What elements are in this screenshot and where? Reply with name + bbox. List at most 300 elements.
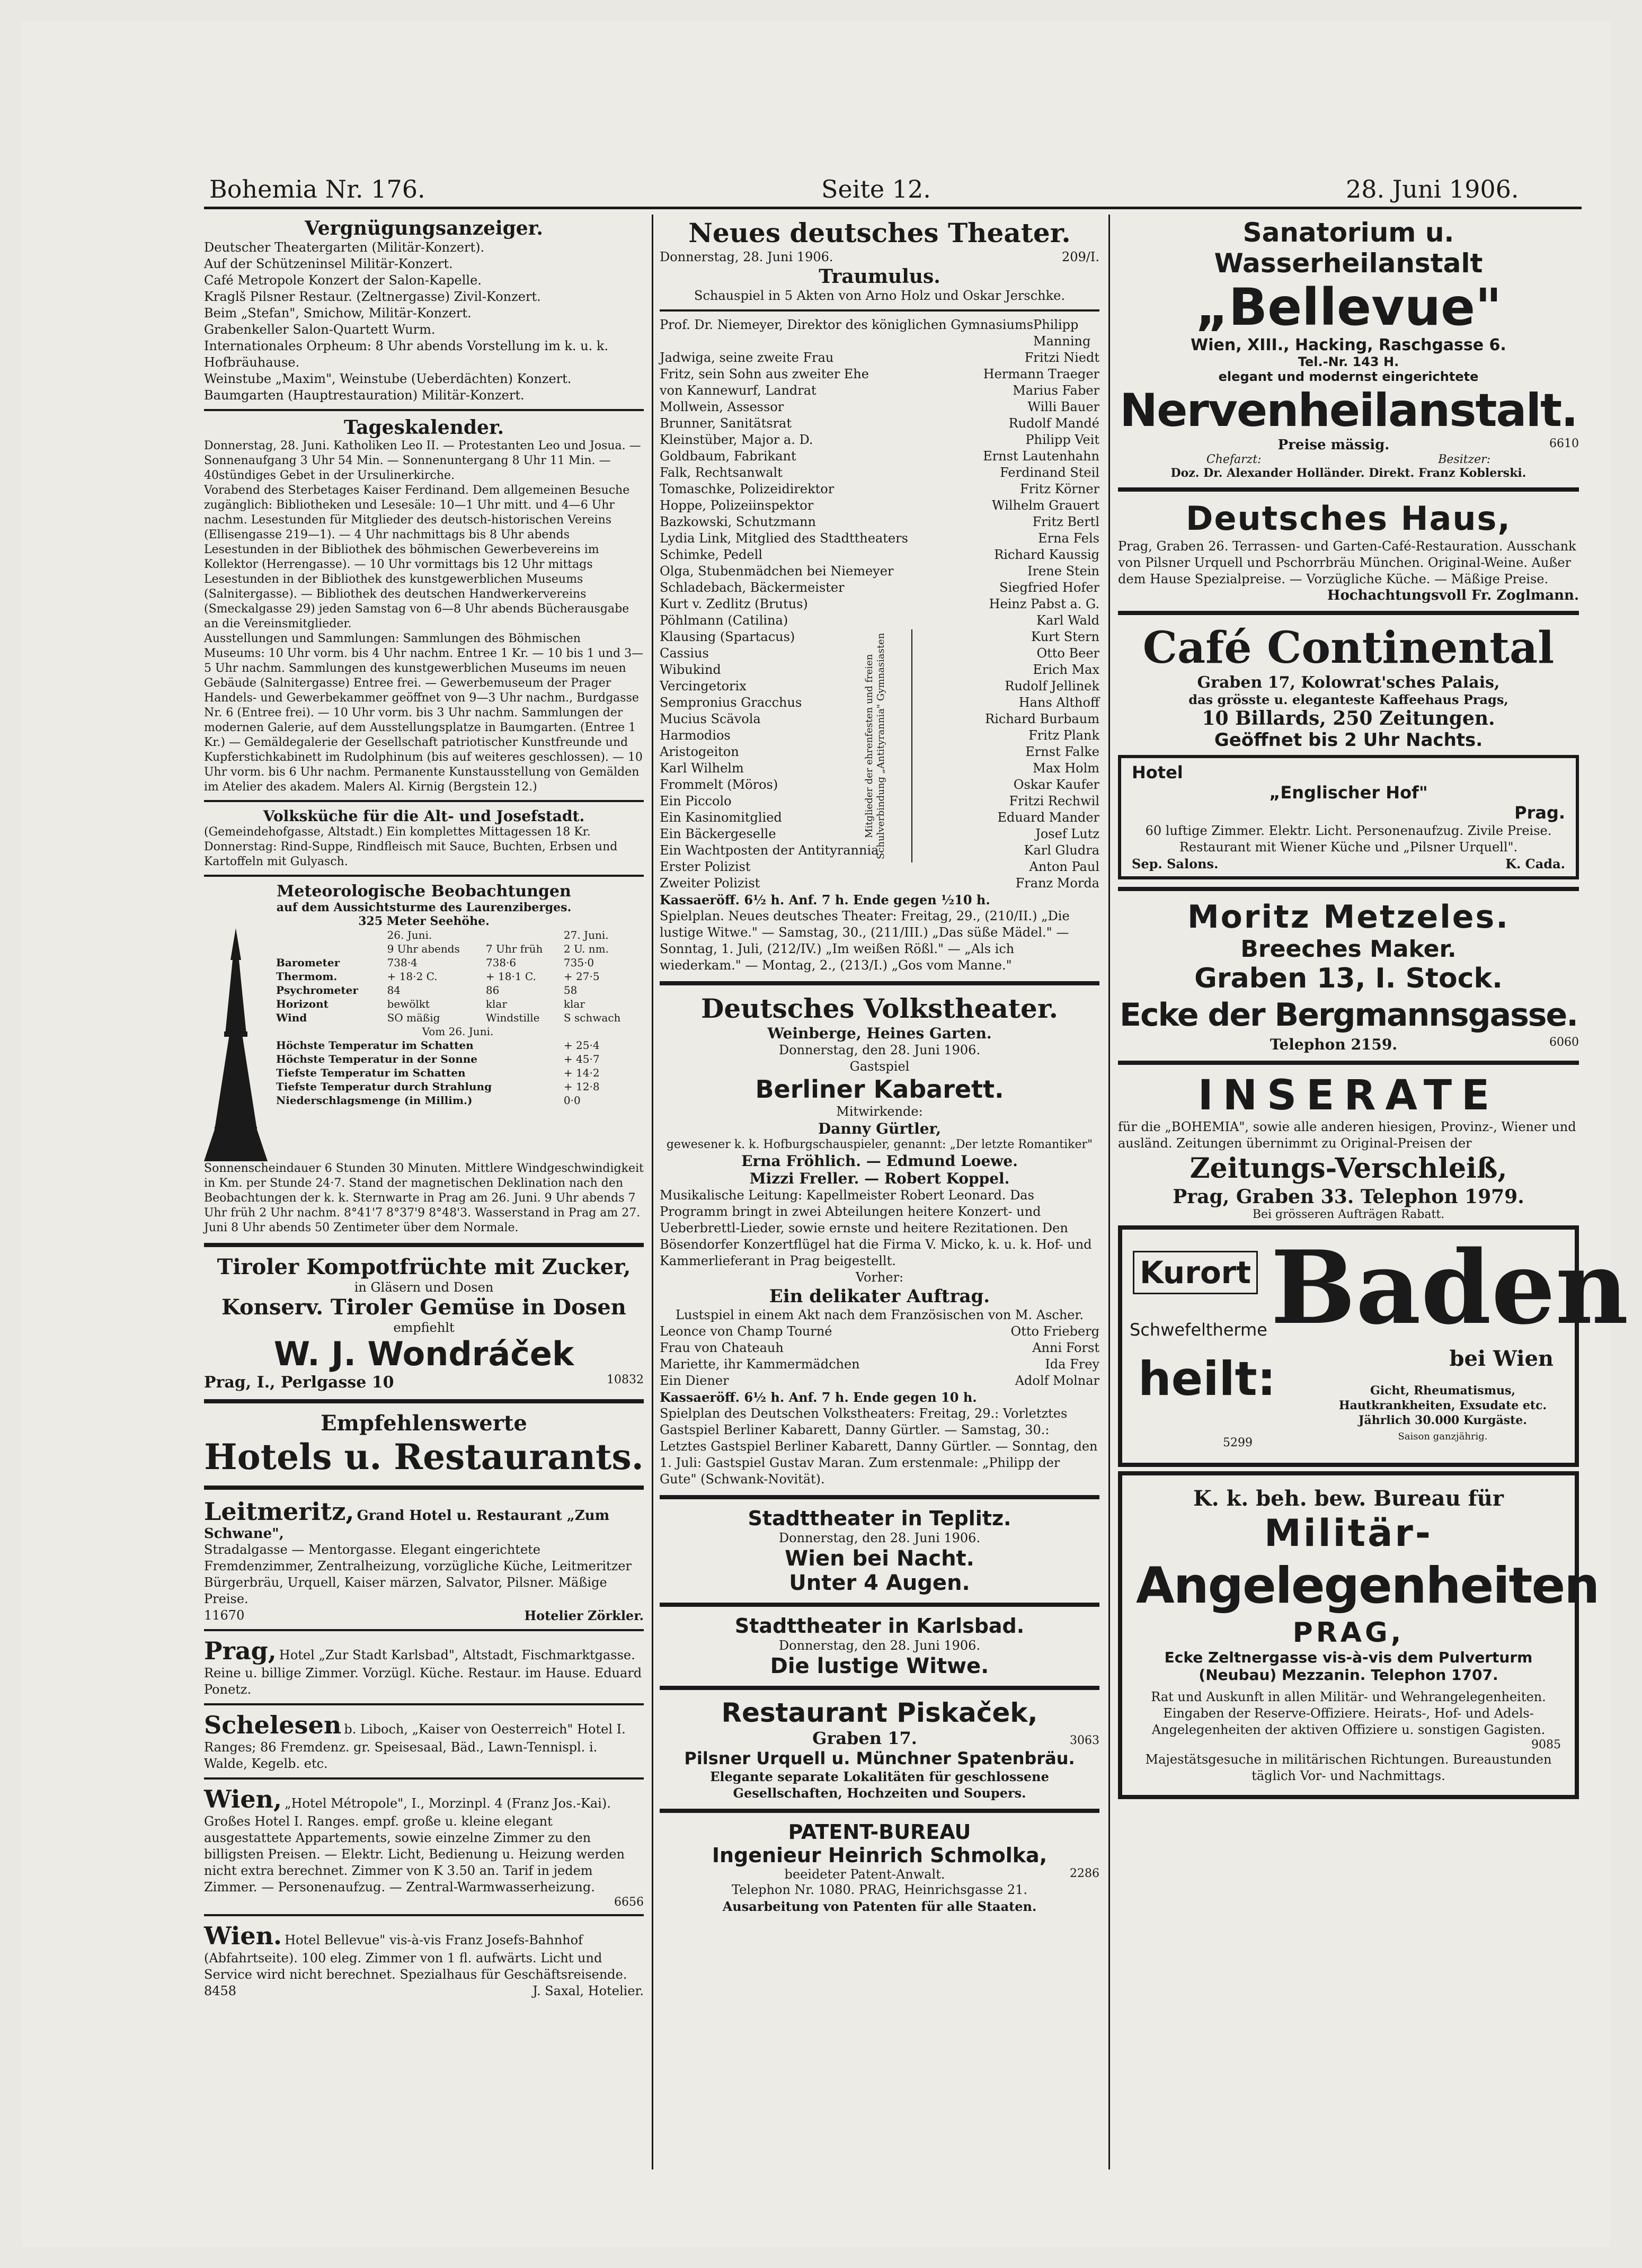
dvt-place: Weinberge, Heines Garten. [767, 1025, 992, 1042]
ad-baden [1118, 1225, 1629, 1467]
cast-actor: Anton Paul [1029, 859, 1099, 874]
cast-role: Ein Kasinomitglied [660, 810, 782, 825]
bad-saison: Saison ganzjährig. [1398, 1431, 1488, 1442]
mil-title-1: Militär- [1264, 1511, 1433, 1555]
cast-role: Kleinstüber, Major a. D. [660, 432, 813, 447]
cast-actor: Fritzi Rechwil [1009, 794, 1099, 808]
pis-address-row [660, 1728, 1099, 1748]
tiroler-number: 10832 [607, 1373, 644, 1386]
mil-title-2: Angelegenheiten [1136, 1557, 1599, 1615]
cast-row [660, 1356, 1099, 1373]
divider [660, 981, 1099, 985]
cast-actor: Karl Wald [1036, 613, 1099, 628]
dvt-play: Ein delikater Auftrag. [769, 1286, 990, 1307]
meteo-col-time: 9 Uhr abends [387, 942, 460, 955]
pat-sub: beeideter Patent-Anwalt. [784, 1867, 945, 1882]
tages-text-2: Vorabend des Sterbetages Kaiser Ferdinand. Dem allgemeinen Besuche zugänglich: Bibliotheken und Lesesäle: 10—1 Uhr mitt. und 4—6 Uhr nachm. Lesestunden für Mitglieder des deutsch-historischen Vereins (Ellisengasse 219—1). — 4 Uhr nachmittags bis 8 Uhr abends Lesestunden in der Bibliothek des böhmischen Gewerbevereins im Kollektor (Herrengasse). — 10 Uhr vormittags bis 12 Uhr mittags Lesestunden in der Bibliothek des kunstgewerblichen Museums (Salnitergasse). — Bibliothek des deutschen Handwerkervereins (Smeckalgasse 29) jeden Samstag von 6—8 Uhr abends Bücherausgabe an die Vereinsmitglieder. [204, 484, 630, 630]
cast-row [660, 448, 1099, 465]
meteo-col-head: 27. Juni. [563, 929, 609, 941]
mm-number: 6060 [1549, 1036, 1579, 1049]
bad-heilt: heilt: [1138, 1351, 1276, 1406]
cast-actor: Rudolf Jellinek [1005, 679, 1099, 693]
ndt-play: Traumulus. [819, 265, 940, 288]
cc-desc: das grösste u. eleganteste Kaffeehaus Prags, [1188, 692, 1508, 707]
prag-text: Hotel „Zur Stadt Karlsbad", Altstadt, Fischmarktgasse. Reine u. billige Zimmer. Vorzügl. Küche. Restaur. im Hause. Eduard Ponetz. [204, 1648, 642, 1697]
dh-signature: Hochachtungsvoll Fr. Zoglmann. [1327, 588, 1579, 603]
ad-cafe-continental [1118, 622, 1579, 751]
volk-title: Volksküche für die Alt- und Josefstadt. [263, 807, 585, 825]
cast-row [660, 415, 1099, 432]
cast-actor: Irene Stein [1027, 564, 1099, 579]
wien2-text: Hotel Bellevue" vis-à-vis Franz Josefs-Bahnhof (Abfahrtseite). 100 eleg. Zimmer von 1 fl. aufwärts. Licht und Service wird nicht berechnet. Spezialhaus für Geschäftsreisende. [204, 1933, 627, 1982]
cast-role: Prof. Dr. Niemeyer, Direktor des königlichen Gymnasiums [660, 317, 1034, 332]
pat-number: 2286 [1070, 1867, 1099, 1880]
cast-actor: Philipp Manning [1033, 317, 1091, 349]
cast-actor: Hans Althoff [1018, 695, 1099, 710]
cast-actor: Max Holm [1033, 761, 1099, 776]
san-staff-2: Besitzer: [1438, 453, 1491, 466]
ndt-cast [660, 317, 1099, 892]
dvt-name: Berliner Kabarett. [755, 1075, 1004, 1104]
divider [204, 1777, 644, 1780]
tiroler-line-4: empfiehlt [393, 1320, 455, 1335]
eh-city: Prag. [1514, 803, 1565, 823]
pis-address: Graben 17. [812, 1728, 917, 1748]
cast-actor: Anni Forst [1032, 1340, 1099, 1355]
newspaper-page [21, 21, 1629, 2246]
dvt-performer-2: Erna Fröhlich. — Edmund Loewe. [741, 1152, 1018, 1170]
cast-role: Lydia Link, Mitglied des Stadttheaters [660, 531, 908, 546]
cast-role: Erster Polizist [660, 859, 751, 874]
column-1 [204, 217, 644, 2167]
ausst-text: Ausstellungen und Sammlungen: Sammlungen des Böhmischen Museums: 10 Uhr vorm. bis 4 Uhr nachm. Entree 1 Kr. — 10 bis 1 und 3—5 Uhr nachm. Sammlungen des kunstgewerblichen Museums im neuen Gebäude (Salnitergasse) Entree frei. — Gewerbemuseum der Prager Handels- und Gewerbekammer geöffnet von 9—3 Uhr nachm., Burdgasse Nr. 6 (Entree frei). — 10 Uhr vorm. bis 3 Uhr nachm. Sammlungen der modernen Galerie, auf dem Ausstellungsplatze in Baumgarten. (Entree 1 Kr.) — Gemäldegalerie der Gesellschaft patriotischer Kunstfreunde und Kupferstichkabinett im Rudolphinum (bis auf weiteres geschlossen). — 10 Uhr vorm. bis 6 Uhr nachm. Permanente Kunstausstellung von Gemälden im Atelier des akadem. Malers Al. Kirnig (Bergstein 12.) [204, 632, 644, 794]
leit-text: Stradalgasse — Mentorgasse. Elegant eingerichtete Fremdenzimmer, Zentralheizung, vorzügliche Küche, Leitmeritzer Bürgerbräu, Urquell, Kaiser märzen, Salvator, Pilsner. Mäßige Preise. [204, 1542, 632, 1606]
cast-row [660, 547, 1099, 563]
vergn-list [204, 239, 644, 404]
pis-title: Restaurant Piskaček, [721, 1697, 1038, 1728]
vergn-title: Vergnügungsanzeiger. [305, 217, 543, 239]
cast-row [660, 612, 1099, 629]
wien1-text: „Hotel Métropole", I., Morzinpl. 4 (Franz Jos.-Kai). Großes Hotel I. Ranges. empf. große u. kleine elegant ausgestattete Appartements, sowie einzelne Zimmer zu den billigsten Preisen. — Elektr. Licht, Bedienung u. Heizung werden nicht extra berechnet. Zimmer von K 3.50 an. Tarif in jedem Zimmer. — Personenaufzug. — Zentral-Warmwasserheizung. [204, 1796, 625, 1895]
divider [204, 1486, 644, 1490]
divider [1118, 1061, 1579, 1065]
ad-schelesen [204, 1711, 644, 1772]
ndt-kasse: Kassaeröff. 6½ h. Anf. 7 h. Ende gegen ½10 h. [660, 892, 990, 908]
meteo-row: Barometer 738·4 738·6 735·0 [276, 956, 594, 969]
cast-role: Pöhlmann (Catilina) [660, 613, 788, 628]
dvt-gast: Gastspiel [849, 1059, 910, 1074]
cast-role: Falk, Rechtsanwalt [660, 465, 783, 480]
mm-sub: Breeches Maker. [1240, 936, 1457, 963]
bad-list: Gicht, Rheumatismus, Hautkrankheiten, Exsudate etc. Jährlich 30.000 Kurgäste. [1338, 1384, 1547, 1427]
meteo-date2: Vom 26. Juni. [422, 1025, 494, 1038]
prag-city: Prag, [204, 1636, 277, 1665]
dh-title: Deutsches Haus, [1186, 499, 1511, 538]
cast-actor: Erna Fels [1038, 531, 1099, 546]
ndt-spielplan: Spielplan. Neues deutsches Theater: Freitag, 29., (210/II.) „Die lustige Witwe." — Samstag, 30., (211/III.) „Das süße Mädel." — Sonntag, 1. Juli, (212/IV.) „Im weißen Rößl." — „Als ich wiederkam." — Montag, 2., (213/I.) „Gos vom Manne." [660, 909, 1070, 973]
mil-foot: Majestätsgesuche in militärischen Richtungen. Bureaustunden täglich Vor- und Nachmittags. [1145, 1752, 1552, 1783]
ndt-number: 209/I. [1061, 250, 1099, 264]
ins-address: Prag, Graben 33. Telephon 1979. [1173, 1186, 1524, 1208]
bad-big: Baden [1271, 1229, 1629, 1347]
cast-role: Schimke, Pedell [660, 547, 762, 562]
column-rule-1 [652, 215, 653, 2169]
dvt-cast-list [660, 1323, 1099, 1389]
ins-foot: Bei grösseren Aufträgen Rabatt. [1252, 1208, 1445, 1221]
cast-role: Olga, Stubenmädchen bei Niemeyer [660, 564, 894, 579]
san-tel: Tel.-Nr. 143 H. [1298, 354, 1399, 369]
mil-prag: PRAG, [1292, 1617, 1405, 1649]
cast-actor: Otto Frieberg [1010, 1324, 1099, 1339]
cast-actor: Karl Gludra [1024, 843, 1099, 858]
cast-side-label: Mitglieder der ehrenfesten und freien Schulverbindung „Antityrannia" Gymnasiasten [864, 629, 912, 862]
mil-number: 9085 [1531, 1738, 1561, 1751]
ad-militaer [1118, 1471, 1599, 1799]
header-page: Seite 12. [821, 175, 931, 203]
cast-role: Aristogeiton [660, 744, 739, 759]
mil-text: Rat und Auskunft in allen Militär- und Wehrangelegenheiten. Eingaben der Reserve-Offiziere. Heirats-, Hof- und Adels-Angelegenheiten der aktiven Offiziere u. sonstigen Gagisten. [1151, 1689, 1546, 1737]
wien2-owner: J. Saxal, Hotelier. [532, 1984, 644, 1998]
hotels-title: Hotels u. Restaurants. [204, 1436, 644, 1478]
san-desc: elegant und modernst eingerichtete [1218, 369, 1479, 384]
cast-role: Ein Bäckergeselle [660, 826, 776, 841]
column-3 [1118, 217, 1629, 2188]
ad-prag-karlsbad [204, 1636, 644, 1698]
tower-illustration [204, 928, 268, 1161]
divider [660, 309, 1099, 312]
vergn-item: Beim „Stefan", Smichow, Militär-Konzert. [204, 306, 472, 321]
cast-role: Fritz, sein Sohn aus zweiter Ehe [660, 367, 869, 381]
cast-role: Jadwiga, seine zweite Frau [660, 350, 834, 365]
san-price: Preise mässig. [1277, 437, 1390, 453]
meteo-subtitle: auf dem Aussichtsturme des Laurenziberges. [276, 901, 572, 914]
wien2-city: Wien. [204, 1922, 282, 1950]
san-address: Wien, XIII., Hacking, Raschgasse 6. [1191, 336, 1506, 354]
vergn-item: Grabenkeller Salon-Quartett Wurm. [204, 322, 436, 337]
cast-actor: Erich Max [1033, 662, 1099, 677]
divider [204, 1629, 644, 1631]
cast-actor: Richard Burbaum [985, 711, 1099, 726]
meteo-row: Psychrometer 84 86 58 [276, 984, 578, 997]
cast-role: Schladebach, Bäckermeister [660, 580, 845, 595]
meteo-height: 325 Meter Seehöhe. [358, 914, 490, 928]
divider [1118, 487, 1579, 492]
cast-actor: Wilhelm Grauert [991, 498, 1099, 513]
pat-address: Telephon Nr. 1080. PRAG, Heinrichsgasse 21. [731, 1882, 1028, 1897]
meteo-row2: Tiefste Temperatur durch Strahlung + 12·8 [276, 1080, 600, 1093]
ad-wien-metropole [204, 1785, 644, 1909]
dvt-date: Donnerstag, den 28. Juni 1906. [778, 1043, 981, 1057]
cast-actor: Philipp Veit [1025, 432, 1099, 447]
cast-row [660, 465, 1099, 481]
divider [660, 1495, 1099, 1499]
cast-role: Ein Wachtposten der Antityrannia [660, 843, 879, 858]
tiroler-firm: W. J. Wondráček [273, 1335, 574, 1373]
mil-address-2: (Neubau) Mezzanin. Telephon 1707. [1199, 1666, 1498, 1684]
meteo-col-time: 2 U. nm. [563, 942, 609, 955]
eh-text: 60 luftige Zimmer. Elektr. Licht. Personenaufzug. Zivile Preise. Restaurant mit Wiener Küche und „Pilsner Urquell". [1145, 823, 1552, 855]
mm-tel: Telephon 2159. [1270, 1036, 1398, 1053]
cc-address: Graben 17, Kolowrat'sches Palais, [1197, 673, 1500, 692]
meteo-col-time: 7 Uhr früh [485, 942, 543, 955]
cast-actor: Franz Morda [1015, 876, 1099, 891]
kar-date: Donnerstag, den 28. Juni 1906. [778, 1638, 981, 1653]
san-name: „Bellevue" [1195, 278, 1502, 337]
cast-role: Brunner, Sanitätsrat [660, 416, 792, 431]
cast-actor: Rudolf Mandé [1008, 416, 1099, 431]
vergn-item: Weinstube „Maxim", Weinstube (Ueberdächten) Konzert. [204, 371, 572, 386]
cast-role: Karl Wilhelm [660, 761, 744, 776]
leit-city: Leitmeritz, [204, 1497, 354, 1526]
vergn-item: Café Metropole Konzert der Salon-Kapelle. [204, 273, 482, 288]
schel-city: Schelesen [204, 1711, 342, 1739]
cast-actor: Ferdinand Steil [1000, 465, 1099, 480]
divider [204, 1914, 644, 1916]
cast-actor: Adolf Molnar [1015, 1373, 1099, 1388]
san-price-row [1118, 437, 1579, 453]
cast-role: Frommelt (Möros) [660, 777, 778, 792]
san-number: 6610 [1549, 437, 1579, 450]
cast-row [660, 399, 1099, 415]
meteo-extra: Sonnenscheindauer 6 Stunden 30 Minuten. Mittlere Windgeschwindigkeit in Km. per Stunde 24·7. Stand der magnetischen Deklination nach den Beobachtungen der k. k. Sternwarte in Prag am 26. Juni. 9 Uhr abends 7 Uhr früh 2 Uhr nachm. 8°41'7 8°37'9 8°48'3. Wasserstand in Prag am 27. Juni 8 Uhr abends 50 Zentimeter über dem Normale. [204, 1162, 644, 1234]
bad-number: 5299 [1223, 1436, 1253, 1449]
header-issue: Bohemia Nr. 176. [209, 175, 425, 203]
cast-role: Cassius [660, 646, 709, 661]
meteo-row: Wind SO mäßig Windstille S schwach [276, 1011, 621, 1024]
cast-actor: Ernst Lautenhahn [983, 449, 1099, 464]
cast-row [660, 366, 1099, 383]
cast-row [660, 1340, 1099, 1356]
mm-tel-row [1118, 1036, 1579, 1053]
divider [204, 800, 644, 802]
cast-actor: Fritz Körner [1019, 482, 1099, 496]
header-rule [204, 207, 1582, 209]
ad-sanatorium [1118, 217, 1579, 480]
divider [660, 1603, 1099, 1607]
cast-actor: Kurt Stern [1031, 629, 1099, 644]
cast-actor: Otto Beer [1036, 646, 1099, 661]
eh-hotel: Hotel [1132, 762, 1183, 782]
dh-text: Prag, Graben 26. Terrassen- und Garten-Café-Restauration. Ausschank von Pilsner Urquell und Pschorrbräu München. Original-Weine. Außer dem Hause Spezialpreise. — Vorzügliche Küche. — Mäßige Preise. [1118, 539, 1576, 586]
tages-text: Donnerstag, 28. Juni. Katholiken Leo II. — Protestanten Leo und Josua. — Sonnenaufgang 3 Uhr 54 Min. — Sonnenuntergang 8 Uhr 11 Min. — 40stündiges Gebet in der Ursulinerkirche. [204, 439, 641, 482]
dvt-performer-3: Mizzi Freller. — Robert Koppel. [749, 1170, 1010, 1187]
eh-owner: K. Cada. [1505, 856, 1565, 871]
cast-actor: Fritzi Niedt [1024, 350, 1099, 365]
cast-role: Klausing (Spartacus) [660, 629, 795, 644]
cast-row [660, 530, 1099, 547]
dvt-spielplan: Spielplan des Deutschen Volkstheaters: Freitag, 29.: Vorletztes Gastspiel Berliner Kabarett, Danny Gürtler. — Samstag, 30.: Letztes Gastspiel Berliner Kabarett, Danny Gürtler. — Sonntag, den 1. Juli: Gastspiel Gustav Maran. Zum erstenmale: „Philipp der Gute" (Schwank-Novität). [660, 1406, 1098, 1487]
bad-bei: bei Wien [1449, 1346, 1554, 1371]
divider [660, 1809, 1099, 1813]
kar-title: Stadttheater in Karlsbad. [734, 1614, 1025, 1638]
meteo-row2: Tiefste Temperatur im Schatten + 14·2 [276, 1066, 600, 1079]
tiroler-address-row [204, 1373, 644, 1392]
ad-englischer-hof [1118, 755, 1579, 879]
meteo-row2: Höchste Temperatur im Schatten + 25·4 [276, 1039, 600, 1052]
cast-row [660, 497, 1099, 514]
cast-role: Goldbaum, Fabrikant [660, 449, 796, 464]
meteo-title: Meteorologische Beobachtungen [277, 882, 571, 901]
wien2-number: 8458 [204, 1984, 237, 1998]
cast-row [660, 383, 1099, 399]
cast-actor: Richard Kaussig [994, 547, 1099, 562]
divider [204, 875, 644, 877]
dvt-performer-1-desc: gewesener k. k. Hofburgschauspieler, genannt: „Der letzte Romantiker" [666, 1138, 1093, 1151]
cast-role: Vercingetorix [660, 679, 747, 693]
mil-address: Ecke Zeltnergasse vis-à-vis dem Pulverturm [1164, 1649, 1533, 1666]
cast-row [660, 514, 1099, 530]
cast-role: Leonce von Champ Tourné [660, 1324, 832, 1339]
divider [660, 1686, 1099, 1690]
vergn-item: Kraglš Pilsner Restaur. (Zeltnergasse) Zivil-Konzert. [204, 289, 541, 304]
cast-role: Frau von Chateauh [660, 1340, 784, 1355]
meteo-col-head: 26. Juni. [387, 929, 432, 941]
meteo-row: Thermom. + 18·2 C. + 18·1 C. + 27·5 [276, 970, 600, 983]
dvt-title: Deutsches Volkstheater. [701, 993, 1058, 1024]
kar-play: Die lustige Witwe. [770, 1654, 989, 1678]
empf-title: Empfehlenswerte [321, 1411, 527, 1436]
pat-title: PATENT-BUREAU [788, 1820, 971, 1844]
dvt-play-desc: Lustspiel in einem Akt nach dem Französischen von M. Ascher. [676, 1308, 1084, 1322]
eh-sep: Sep. Salons. [1132, 856, 1219, 871]
cast-row [660, 317, 1099, 350]
meteo-row: Horizont bewölkt klar klar [276, 998, 585, 1010]
cast-role: Mucius Scävola [660, 711, 761, 726]
ndt-desc: Schauspiel in 5 Akten von Arno Holz und Oskar Jerschke. [694, 288, 1065, 303]
mil-head: K. k. beh. bew. Bureau für [1193, 1486, 1504, 1511]
mm-ecke: Ecke der Bergmannsgasse. [1119, 997, 1577, 1034]
cast-row [660, 1373, 1099, 1389]
cast-actor: Eduard Mander [997, 810, 1099, 825]
cast-actor: Fritz Bertl [1032, 514, 1099, 529]
mm-address: Graben 13, I. Stock. [1194, 963, 1503, 994]
meteo-table [275, 928, 641, 1107]
tep-title: Stadttheater in Teplitz. [748, 1507, 1011, 1530]
cast-role: Tomaschke, Polizeidirektor [660, 482, 835, 496]
divider [204, 1243, 644, 1247]
tiroler-line-3: Konserv. Tiroler Gemüse in Dosen [221, 1295, 626, 1320]
pis-text: Elegante separate Lokalitäten für geschlossene Gesellschaften, Hochzeiten und Soupers. [710, 1769, 1049, 1801]
vergn-item: Baumgarten (Hauptrestauration) Militär-Konzert. [204, 388, 525, 403]
volk-text: (Gemeindehofgasse, Altstadt.) Ein komplettes Mittagessen 18 Kr. Donnerstag: Rind-Suppe, Rindfleisch mit Sauce, Buchten, Erbsen und Kartoffeln mit Gulyasch. [204, 825, 618, 868]
vergn-item: Deutscher Theatergarten (Militär-Konzert). [204, 240, 485, 255]
ad-inserate [1118, 1072, 1579, 1221]
ad-deutsches-haus [1118, 499, 1579, 603]
dvt-kasse: Kassaeröff. 6½ h. Anf. 7 h. Ende gegen 10 h. [660, 1390, 977, 1405]
eh-name: „Englischer Hof" [1269, 782, 1428, 803]
ad-leitmeritz [204, 1497, 644, 1624]
tiroler-line-2: in Gläsern und Dosen [354, 1280, 494, 1295]
cast-role: von Kannewurf, Landrat [660, 383, 816, 398]
san-staff-names: Doz. Dr. Alexander Holländer. Direkt. Franz Koblerski. [1170, 466, 1526, 480]
leit-number: 11670 [204, 1608, 245, 1623]
dvt-vorher: Vorher: [855, 1270, 904, 1285]
san-staff-1: Chefarzt: [1206, 453, 1262, 466]
cast-actor: Oskar Kaufer [1013, 777, 1099, 792]
ins-title: INSERATE [1197, 1072, 1499, 1119]
cast-row [660, 432, 1099, 448]
cast-actor: Heinz Pabst a. G. [989, 597, 1099, 611]
wien1-number: 6656 [614, 1896, 644, 1909]
cast-actor: Marius Faber [1013, 383, 1099, 398]
tep-date: Donnerstag, den 28. Juni 1906. [778, 1531, 981, 1545]
column-rule-2 [1108, 215, 1110, 2169]
pat-name: Ingenieur Heinrich Schmolka, [712, 1844, 1048, 1867]
tep-line-1: Wien bei Nacht. [785, 1546, 974, 1571]
cast-actor: Ernst Falke [1025, 744, 1099, 759]
cast-actor: Hermann Traeger [983, 367, 1099, 381]
san-title: Sanatorium u. Wasserheilanstalt [1214, 217, 1483, 279]
cast-role: Kurt v. Zedlitz (Brutus) [660, 597, 808, 611]
cast-role: Mariette, ihr Kammermädchen [660, 1357, 860, 1372]
ins-text: für die „BOHEMIA", sowie alle anderen hiesigen, Provinz-, Wiener und ausländ. Zeitungen übernimmt zu Original-Preisen der [1118, 1119, 1576, 1151]
ndt-date: Donnerstag, 28. Juni 1906. [660, 250, 833, 264]
tages-title: Tageskalender. [343, 416, 504, 439]
cc-title: Café Continental [1142, 622, 1555, 673]
cast-actor: Fritz Plank [1028, 728, 1099, 743]
leit-head: Grand Hotel u. Restaurant „Zum Schwane", [204, 1508, 610, 1542]
ad-wien-bellevue [204, 1922, 644, 1999]
cast-row [660, 350, 1099, 366]
cast-row [660, 1323, 1099, 1340]
cast-role: Wibukind [660, 662, 721, 677]
cast-role: Sempronius Gracchus [660, 695, 802, 710]
divider [204, 1399, 644, 1403]
meteo-row2: Höchste Temperatur in der Sonne + 45·7 [276, 1053, 600, 1065]
leit-owner: Hotelier Zörkler. [524, 1608, 644, 1623]
cast-actor: Ida Frey [1045, 1357, 1099, 1372]
cast-role: Harmodios [660, 728, 731, 743]
wien1-city: Wien, [204, 1785, 282, 1813]
cast-row [660, 596, 1099, 612]
header-date: 28. Juni 1906. [1346, 175, 1519, 203]
pat-sub-row [660, 1867, 1099, 1882]
cast-role: Bazkowski, Schutzmann [660, 514, 816, 529]
cc-open: Geöffnet bis 2 Uhr Nachts. [1214, 730, 1483, 751]
pis-number: 3063 [1070, 1734, 1099, 1747]
pis-beer: Pilsner Urquell u. Münchner Spatenbräu. [684, 1748, 1075, 1768]
tep-line-2: Unter 4 Augen. [789, 1571, 970, 1595]
divider [204, 409, 644, 411]
column-2 [660, 217, 1099, 2167]
pat-foot: Ausarbeitung von Patenten für alle Staaten. [722, 1899, 1037, 1914]
cast-actor: Josef Lutz [1035, 826, 1099, 841]
divider [204, 1703, 644, 1705]
vergn-item: Internationales Orpheum: 8 Uhr abends Vorstellung im k. u. k. Hofbräuhause. [204, 339, 609, 370]
cast-role: Mollwein, Assessor [660, 399, 784, 414]
san-big: Nervenheilanstalt. [1120, 384, 1577, 437]
san-staff-labels [1118, 453, 1579, 466]
divider [1118, 611, 1579, 615]
tiroler-address: Prag, I., Perlgasse 10 [204, 1373, 394, 1392]
cast-role: Hoppe, Polizeiinspektor [660, 498, 814, 513]
cast-actor: Willi Bauer [1027, 399, 1099, 414]
cast-row [660, 875, 1099, 892]
cast-row [660, 580, 1099, 596]
ad-metzeles [1118, 899, 1579, 1053]
ndt-title: Neues deutsches Theater. [688, 217, 1071, 248]
cast-row [660, 563, 1099, 580]
dvt-mitwirkende: Mitwirkende: [836, 1104, 923, 1119]
mm-title: Moritz Metzeles. [1187, 899, 1510, 936]
cast-actor: Siegfried Hofer [999, 580, 1099, 595]
bad-kurort: Kurort [1133, 1251, 1258, 1294]
cast-role: Zweiter Polizist [660, 876, 760, 891]
divider [1118, 887, 1579, 891]
cast-role: Ein Piccolo [660, 794, 732, 808]
dvt-performer-1: Danny Gürtler, [818, 1120, 942, 1137]
dvt-text: Musikalische Leitung: Kapellmeister Robert Leonard. Das Programm bringt in zwei Abteilungen heitere Konzert- und Ueberbrettl-Lieder, sowie ernste und heitere Rezitationen. Den Bösendorfer Konzertflügel hat die Firma V. Micko, k. u. k. Hof- und Kammerlieferant in Prag beigestellt. [660, 1188, 1092, 1268]
